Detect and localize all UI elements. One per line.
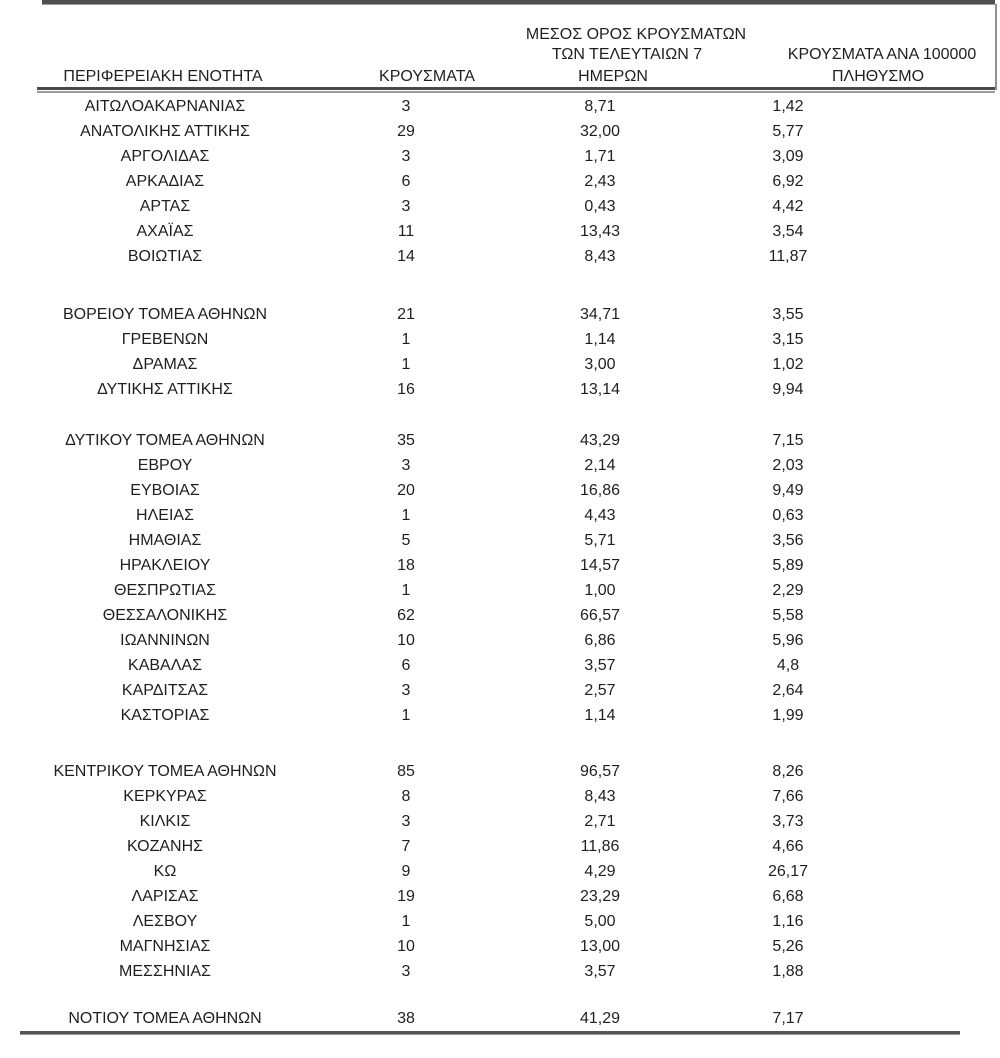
avg-7day-cell: 13,43 <box>579 223 621 240</box>
per-100k-cell: 2,29 <box>772 582 804 599</box>
per-100k-cell: 6,92 <box>772 173 804 190</box>
avg-7day-cell: 8,43 <box>584 788 616 805</box>
avg-7day-cell: 3,57 <box>584 963 616 980</box>
region-name-cell: ΕΥΒΟΙΑΣ <box>130 482 200 499</box>
region-name-cell: ΛΕΣΒΟΥ <box>132 913 198 930</box>
per-100k-cell: 2,03 <box>772 457 804 474</box>
per-100k-cell: 1,42 <box>772 98 804 115</box>
per-100k-cell: 3,55 <box>772 306 804 323</box>
cases-cell: 1 <box>401 331 411 348</box>
row-group <box>0 94 1000 269</box>
avg-7day-cell: 23,29 <box>579 888 621 905</box>
per-100k-cell: 5,89 <box>772 557 804 574</box>
table-row <box>0 578 1000 603</box>
cases-cell: 14 <box>397 248 415 265</box>
table-row <box>0 703 1000 728</box>
region-name-cell: ΙΩΑΝΝΙΝΩΝ <box>120 632 210 649</box>
region-name-cell: ΘΕΣΠΡΩΤΙΑΣ <box>114 582 216 599</box>
table-row <box>0 784 1000 809</box>
table-body <box>0 94 1000 1031</box>
avg-7day-cell: 13,14 <box>579 381 621 398</box>
table-row <box>0 603 1000 628</box>
per-100k-cell: 1,88 <box>772 963 804 980</box>
per-100k-cell: 5,77 <box>772 123 804 140</box>
cases-cell: 8 <box>401 788 411 805</box>
col-header-avg7-line1: ΜΕΣΟΣ ΟΡΟΣ ΚΡΟΥΣΜΑΤΩΝ <box>525 26 747 43</box>
region-name-cell: ΓΡΕΒΕΝΩΝ <box>121 331 209 348</box>
avg-7day-cell: 66,57 <box>579 607 621 624</box>
per-100k-cell: 4,8 <box>776 657 800 674</box>
cases-cell: 3 <box>401 457 411 474</box>
avg-7day-cell: 2,57 <box>584 682 616 699</box>
avg-7day-cell: 4,43 <box>584 507 616 524</box>
top-rule <box>42 0 995 5</box>
avg-7day-cell: 6,86 <box>584 632 616 649</box>
region-name-cell: ΚΙΛΚΙΣ <box>139 813 191 830</box>
table-row <box>0 428 1000 453</box>
avg-7day-cell: 8,43 <box>584 248 616 265</box>
avg-7day-cell: 34,71 <box>579 306 621 323</box>
cases-cell: 16 <box>397 381 415 398</box>
cases-cell: 1 <box>401 913 411 930</box>
region-name-cell: ΚΕΝΤΡΙΚΟΥ ΤΟΜΕΑ ΑΘΗΝΩΝ <box>53 763 277 780</box>
header-rule-light <box>37 91 995 93</box>
group-spacer <box>0 984 1000 1006</box>
cases-cell: 3 <box>401 963 411 980</box>
table-row <box>0 859 1000 884</box>
cases-cell: 18 <box>397 557 415 574</box>
per-100k-cell: 0,63 <box>772 507 804 524</box>
avg-7day-cell: 1,00 <box>584 582 616 599</box>
table-row <box>0 352 1000 377</box>
per-100k-cell: 3,54 <box>772 223 804 240</box>
cases-cell: 1 <box>401 356 411 373</box>
region-name-cell: ΛΑΡΙΣΑΣ <box>131 888 199 905</box>
region-name-cell: ΕΒΡΟΥ <box>137 457 193 474</box>
group-spacer <box>0 269 1000 302</box>
table-row <box>0 94 1000 119</box>
per-100k-cell: 26,17 <box>767 863 809 880</box>
avg-7day-cell: 1,14 <box>584 331 616 348</box>
per-100k-cell: 11,87 <box>768 248 808 265</box>
per-100k-cell: 9,94 <box>772 381 804 398</box>
col-header-regional-unit: ΠΕΡΙΦΕΡΕΙΑΚΗ ΕΝΟΤΗΤΑ <box>63 68 263 85</box>
per-100k-cell: 1,99 <box>772 707 804 724</box>
region-name-cell: ΗΜΑΘΙΑΣ <box>128 532 202 549</box>
per-100k-cell: 1,02 <box>772 356 804 373</box>
avg-7day-cell: 96,57 <box>579 763 621 780</box>
cases-cell: 38 <box>397 1010 415 1027</box>
avg-7day-cell: 2,71 <box>584 813 616 830</box>
avg-7day-cell: 2,43 <box>584 173 616 190</box>
avg-7day-cell: 1,14 <box>584 707 616 724</box>
col-header-per100k-line2: ΠΛΗΘΥΣΜΟ <box>831 68 925 85</box>
cases-cell: 19 <box>397 888 415 905</box>
cases-cell: 21 <box>397 306 415 323</box>
table-row <box>0 628 1000 653</box>
region-name-cell: ΗΡΑΚΛΕΙΟΥ <box>119 557 211 574</box>
region-name-cell: ΑΡΓΟΛΙΔΑΣ <box>120 148 210 165</box>
cases-cell: 62 <box>397 607 415 624</box>
region-name-cell: ΚΑΡΔΙΤΣΑΣ <box>121 682 209 699</box>
avg-7day-cell: 4,29 <box>584 863 616 880</box>
per-100k-cell: 1,16 <box>772 913 804 930</box>
header-rule <box>37 87 995 93</box>
region-name-cell: ΚΑΣΤΟΡΙΑΣ <box>120 707 210 724</box>
row-group <box>0 302 1000 402</box>
table-row <box>0 327 1000 352</box>
table-row <box>0 528 1000 553</box>
region-name-cell: ΒΟΡΕΙΟΥ ΤΟΜΕΑ ΑΘΗΝΩΝ <box>62 306 268 323</box>
cases-cell: 9 <box>401 863 411 880</box>
per-100k-cell: 8,26 <box>772 763 804 780</box>
table-row <box>0 478 1000 503</box>
avg-7day-cell: 3,57 <box>584 657 616 674</box>
table-row <box>0 453 1000 478</box>
cases-cell: 10 <box>397 632 415 649</box>
avg-7day-cell: 0,43 <box>584 198 616 215</box>
region-name-cell: ΑΙΤΩΛΟΑΚΑΡΝΑΝΙΑΣ <box>84 98 246 115</box>
header-rule-dark <box>37 87 995 90</box>
avg-7day-cell: 32,00 <box>579 123 621 140</box>
table-row <box>0 377 1000 402</box>
avg-7day-cell: 41,29 <box>579 1010 621 1027</box>
col-header-cases: ΚΡΟΥΣΜΑΤΑ <box>379 68 475 85</box>
cases-cell: 3 <box>401 682 411 699</box>
region-name-cell: ΑΡΤΑΣ <box>139 198 191 215</box>
per-100k-cell: 4,42 <box>772 198 804 215</box>
per-100k-cell: 3,73 <box>772 813 804 830</box>
region-name-cell: ΔΥΤΙΚΗΣ ΑΤΤΙΚΗΣ <box>97 381 233 398</box>
per-100k-cell: 2,64 <box>772 682 804 699</box>
avg-7day-cell: 11,86 <box>580 838 620 855</box>
cases-cell: 20 <box>397 482 415 499</box>
cases-cell: 85 <box>397 763 415 780</box>
per-100k-cell: 7,17 <box>772 1010 804 1027</box>
per-100k-cell: 5,58 <box>772 607 804 624</box>
region-name-cell: ΑΧΑΪΑΣ <box>136 223 194 240</box>
avg-7day-cell: 14,57 <box>579 557 621 574</box>
per-100k-cell: 5,96 <box>772 632 804 649</box>
cases-cell: 3 <box>401 198 411 215</box>
per-100k-cell: 7,66 <box>772 788 804 805</box>
table-row <box>0 119 1000 144</box>
table-row <box>0 678 1000 703</box>
region-name-cell: ΚΑΒΑΛΑΣ <box>128 657 202 674</box>
cases-cell: 1 <box>401 707 411 724</box>
table-row <box>0 144 1000 169</box>
table-row <box>0 1006 1000 1031</box>
cases-cell: 3 <box>401 98 411 115</box>
table-row <box>0 909 1000 934</box>
avg-7day-cell: 5,00 <box>584 913 616 930</box>
avg-7day-cell: 5,71 <box>584 532 616 549</box>
bottom-rule <box>20 1031 960 1035</box>
cases-cell: 35 <box>397 432 415 449</box>
cases-cell: 11 <box>397 223 415 240</box>
cases-cell: 7 <box>401 838 411 855</box>
col-header-avg7-line3: ΗΜΕΡΩΝ <box>578 68 648 85</box>
per-100k-cell: 5,26 <box>772 938 804 955</box>
per-100k-cell: 6,68 <box>772 888 804 905</box>
table-row <box>0 503 1000 528</box>
region-name-cell: ΚΟΖΑΝΗΣ <box>126 838 204 855</box>
per-100k-cell: 7,15 <box>772 432 804 449</box>
row-group <box>0 759 1000 984</box>
region-name-cell: ΒΟΙΩΤΙΑΣ <box>127 248 203 265</box>
group-spacer <box>0 728 1000 759</box>
avg-7day-cell: 16,86 <box>579 482 621 499</box>
region-name-cell: ΜΕΣΣΗΝΙΑΣ <box>119 963 211 980</box>
table-row <box>0 653 1000 678</box>
region-name-cell: ΑΡΚΑΔΙΑΣ <box>125 173 205 190</box>
cases-cell: 3 <box>401 813 411 830</box>
avg-7day-cell: 2,14 <box>584 457 616 474</box>
region-name-cell: ΔΥΤΙΚΟΥ ΤΟΜΕΑ ΑΘΗΝΩΝ <box>65 432 265 449</box>
avg-7day-cell: 3,00 <box>584 356 616 373</box>
table-row <box>0 809 1000 834</box>
table-row <box>0 169 1000 194</box>
region-name-cell: ΔΡΑΜΑΣ <box>132 356 198 373</box>
region-name-cell: ΚΩ <box>153 863 177 880</box>
avg-7day-cell: 43,29 <box>579 432 621 449</box>
table-row <box>0 934 1000 959</box>
row-group <box>0 428 1000 728</box>
table-row <box>0 959 1000 984</box>
per-100k-cell: 9,49 <box>772 482 804 499</box>
cases-cell: 6 <box>401 173 411 190</box>
cases-cell: 10 <box>397 938 415 955</box>
per-100k-cell: 3,09 <box>772 148 804 165</box>
table-row <box>0 884 1000 909</box>
region-name-cell: ΜΑΓΝΗΣΙΑΣ <box>119 938 211 955</box>
region-name-cell: ΑΝΑΤΟΛΙΚΗΣ ΑΤΤΙΚΗΣ <box>80 123 250 140</box>
col-header-avg7-line2: ΤΩΝ ΤΕΛΕΥΤΑΙΩΝ 7 <box>551 46 703 63</box>
group-spacer <box>0 402 1000 428</box>
avg-7day-cell: 1,71 <box>584 148 616 165</box>
avg-7day-cell: 8,71 <box>584 98 616 115</box>
per-100k-cell: 4,66 <box>772 838 804 855</box>
table-row <box>0 302 1000 327</box>
region-name-cell: ΗΛΕΙΑΣ <box>136 507 194 524</box>
table-row <box>0 759 1000 784</box>
avg-7day-cell: 13,00 <box>579 938 621 955</box>
cases-cell: 29 <box>397 123 415 140</box>
region-name-cell: ΚΕΡΚΥΡΑΣ <box>123 788 207 805</box>
table-row <box>0 194 1000 219</box>
cases-cell: 6 <box>401 657 411 674</box>
table-row <box>0 553 1000 578</box>
col-header-per100k-line1: ΚΡΟΥΣΜΑΤΑ ΑΝΑ 100000 <box>787 46 977 63</box>
cases-cell: 1 <box>401 582 411 599</box>
table-row <box>0 244 1000 269</box>
per-100k-cell: 3,56 <box>772 532 804 549</box>
region-name-cell: ΘΕΣΣΑΛΟΝΙΚΗΣ <box>102 607 228 624</box>
row-group <box>0 1006 1000 1031</box>
table-row <box>0 834 1000 859</box>
region-name-cell: ΝΟΤΙΟΥ ΤΟΜΕΑ ΑΘΗΝΩΝ <box>68 1010 262 1027</box>
cases-cell: 5 <box>401 532 411 549</box>
per-100k-cell: 3,15 <box>772 331 804 348</box>
cases-cell: 1 <box>401 507 411 524</box>
cases-cell: 3 <box>401 148 411 165</box>
table-row <box>0 219 1000 244</box>
